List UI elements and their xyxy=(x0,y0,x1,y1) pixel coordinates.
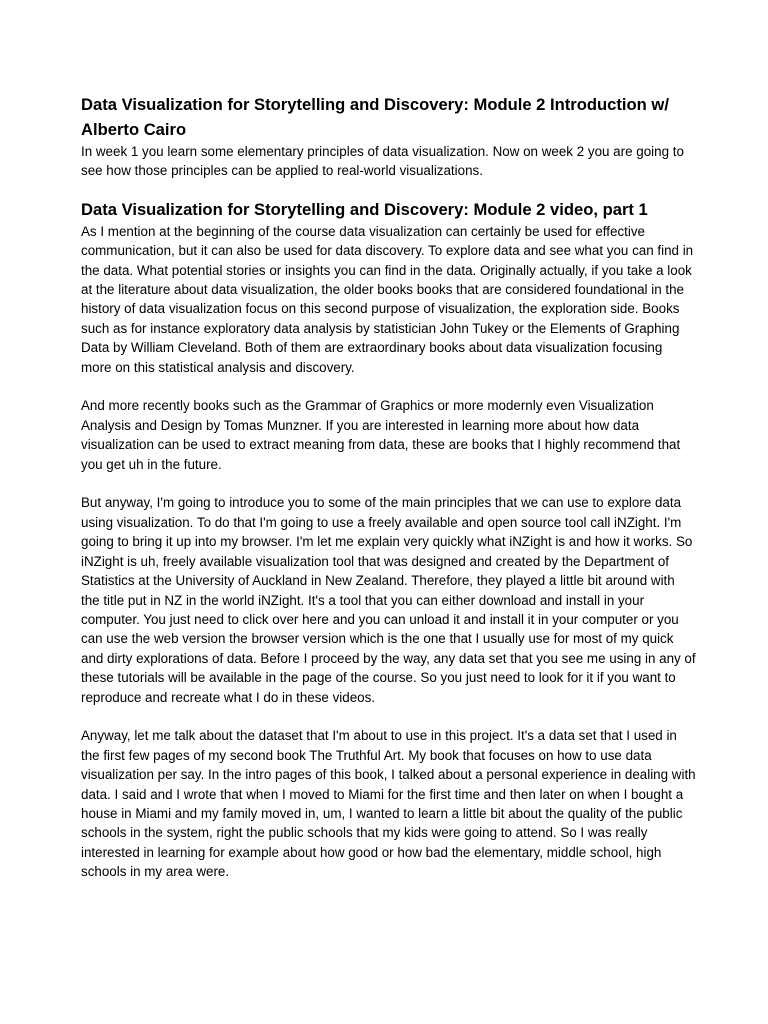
section-heading-introduction: Data Visualization for Storytelling and Discovery: Module 2 Introduction w/ Alberto Cairo xyxy=(81,95,669,139)
paragraph: In week 1 you learn some elementary principles of data visualization. Now on week 2 you are going to see how those principles can be applied to real-world visualizations. xyxy=(81,144,684,179)
section-module-2-introduction xyxy=(81,92,696,181)
section-module-2-video-part-1 xyxy=(81,197,696,882)
paragraph: As I mention at the beginning of the course data visualization can certainly be used for effective communication, but it can also be used for data discovery. To explore data and see what you can find in the data. What potential stories or insights you can find in the data. Originally actually, if you take a look at the literature about data visualization, the older books books that are considered foundational in the history of data visualization focus on this second purpose of visualization, the exploration side. Books such as for instance exploratory data analysis by statistician John Tukey or the Elements of Graphing Data by William Cleveland. Both of them are extraordinary books about data visualization focusing more on this statistical analysis and discovery. xyxy=(81,223,694,375)
paragraph: Anyway, let me talk about the dataset that I'm about to use in this project. It's a data set that I used in the first few pages of my second book The Truthful Art. My book that focuses on how to use data visualization per say. In the intro pages of this book, I talked about a personal experience in dealing with data. I said and I wrote that when I moved to Miami for the first time and then later on when I bought a house in Miami and my family moved in, um, I wanted to learn a little bit about the quality of the public schools in the system, right the public schools that my kids were going to attend. So I was really interested in learning for example about how good or how bad the elementary, middle school, high schools in my area were. xyxy=(81,728,696,880)
section-heading-video-part-1: Data Visualization for Storytelling and Discovery: Module 2 video, part 1 xyxy=(81,199,648,219)
paragraph: But anyway, I'm going to introduce you to some of the main principles that we can use to explore data using visualization. To do that I'm going to use a freely available and open source tool call iNZight. I'm going to bring it up into my browser. I'm let me explain very quickly what iNZight is and how it works. So iNZight is uh, freely available visualization tool that was designed and created by the Department of Statistics at the University of Auckland in New Zealand. Therefore, they played a little bit around with the title put in NZ in the world iNZight. It's a tool that you can either download and install in your computer. You just need to click over here and you can unload it and install it in your computer or you can use the web version the browser version which is the one that I usually use for most of my quick and dirty explorations of data. Before I proceed by the way, any data set that you see me using in any of these tutorials will be available in the page of the course. So you just need to look for it if you want to reproduce and recreate what I do in these videos. xyxy=(81,495,696,705)
paragraph: And more recently books such as the Grammar of Graphics or more modernly even Visualization Analysis and Design by Tomas Munzner. If you are interested in learning more about how data visualization can be used to extract meaning from data, these are books that I highly recommend that you get uh in the future. xyxy=(81,398,681,472)
document-page xyxy=(81,92,696,882)
